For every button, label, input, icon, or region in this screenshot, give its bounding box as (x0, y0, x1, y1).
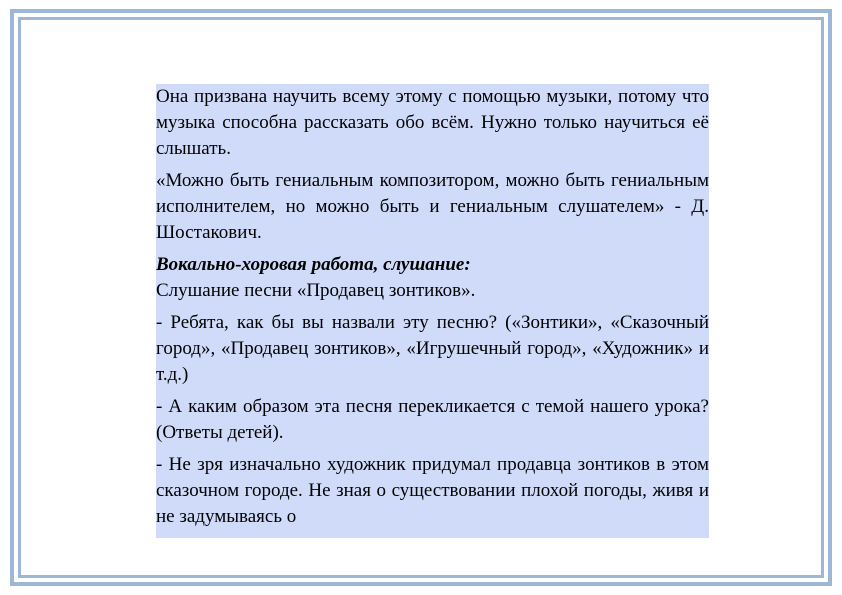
paragraph-quote: «Можно быть гениальным композитором, можно быть гениальным исполнителем, но можно быть и гениальным слушателем» - Д. Шостакович. (156, 170, 709, 243)
paragraph-listening: Слушание песни «Продавец зонтиков». (156, 280, 476, 301)
paragraph-intro: Она призвана научить всему этому с помощью музыки, потому что музыка способна рассказать обо всём. Нужно только научиться её слышать. (156, 86, 709, 159)
paragraph-question-2: - А каким образом эта песня перекликается с темой нашего урока? (Ответы детей). (156, 396, 709, 443)
paragraph-question-1: - Ребята, как бы вы назвали эту песню? («Зонтики», «Сказочный город», «Продавец зонтиков», «Игрушечный город», «Художник» и т.д.) (156, 312, 709, 385)
section-heading: Вокально-хоровая работа, слушание: (156, 254, 471, 275)
paragraph-continuation: - Не зря изначально художник придумал продавца зонтиков в этом сказочном городе. Не зная о существовании плохой погоды, живя и не задумываясь о (156, 454, 709, 527)
highlighted-text-block (156, 84, 709, 538)
